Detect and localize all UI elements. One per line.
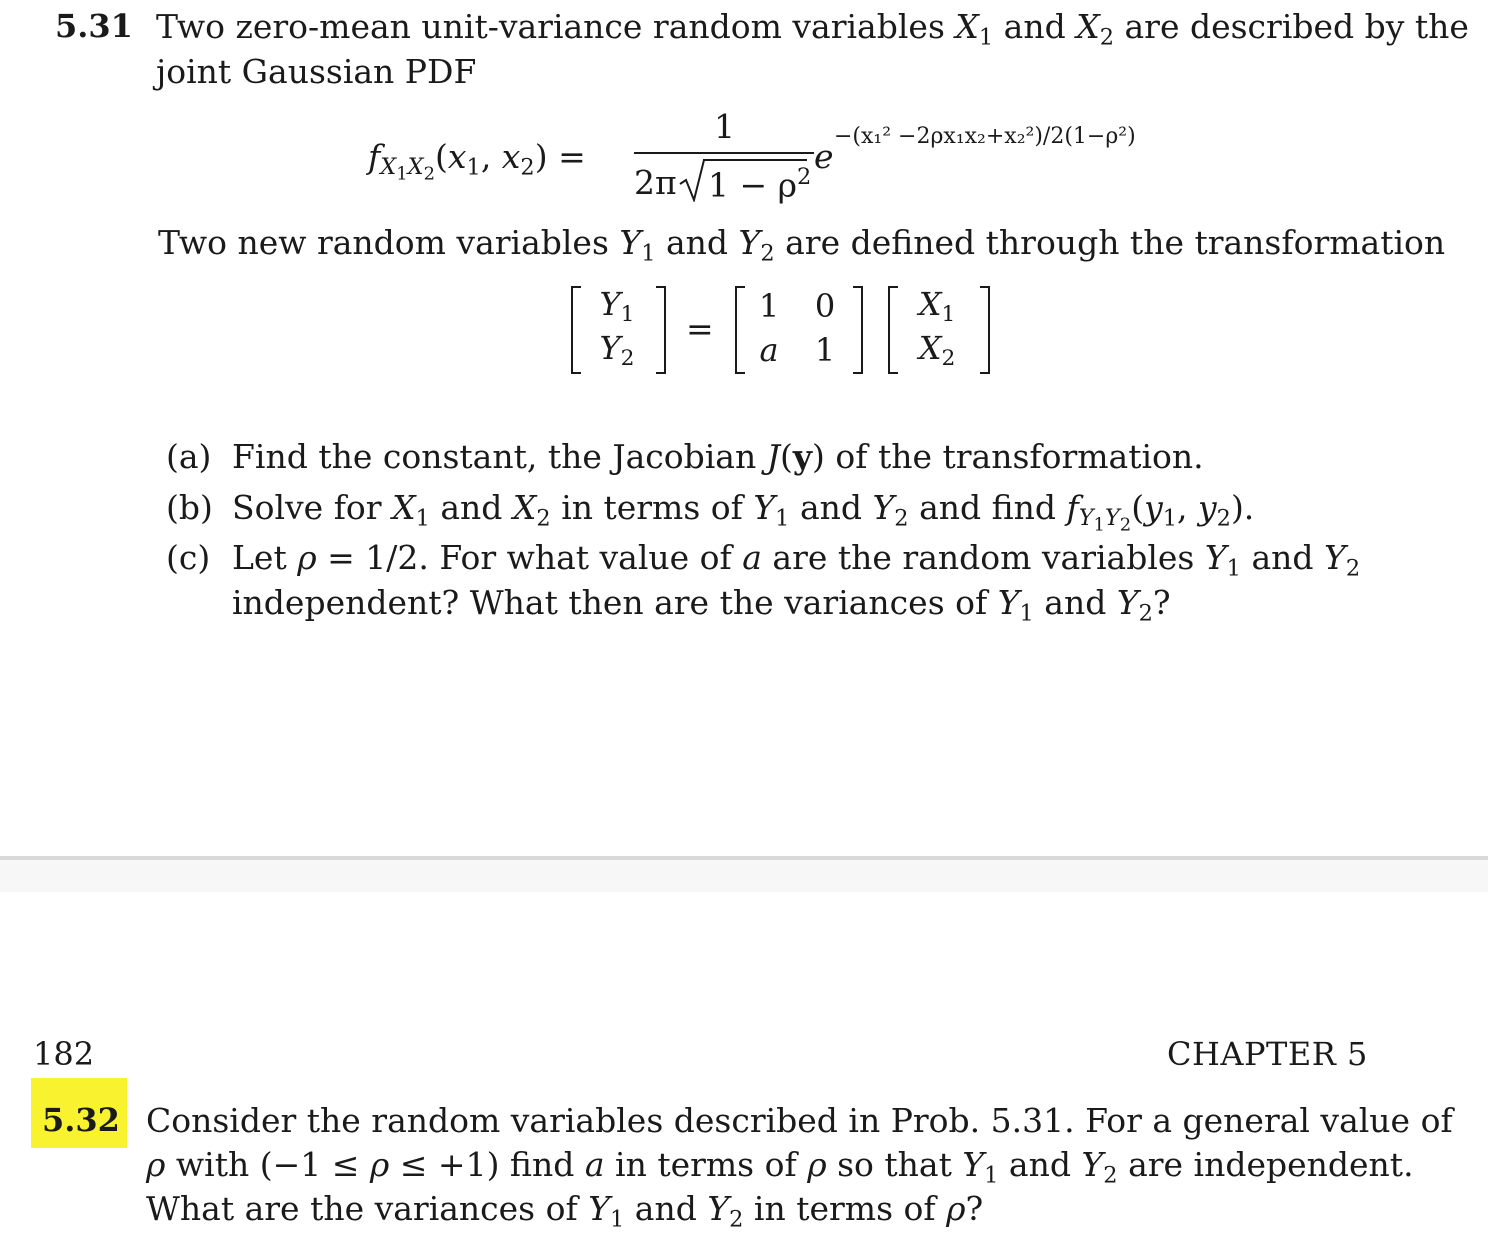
y-vector-y2: $Y_2$: [599, 329, 635, 372]
problem-532-line1: Consider the random variables described in Prob. 5.31. For a general value of: [146, 1101, 1453, 1140]
part-a-text: Find the constant, the Jacobian J(y) of the transformation.: [232, 437, 1204, 476]
a-matrix-right-bracket: [853, 286, 863, 374]
pdf-exp-base: e: [814, 137, 834, 176]
page-gap: [0, 860, 1488, 893]
pdf-radicand: $1 - \rho^2$: [708, 164, 812, 205]
matrix-cell-12: 0: [814, 287, 836, 325]
chapter-label: CHAPTER 5: [1167, 1035, 1368, 1073]
part-c-line1: Let ρ = 1/2. For what value of a are the random variables $Y_1$ and $Y_2$: [232, 538, 1361, 582]
problem-532-line2: ρ with (−1 ≤ ρ ≤ +1) find a in terms of ρ so that $Y_1$ and $Y_2$ are independent.: [146, 1145, 1414, 1189]
problem-number-532: 5.32: [42, 1101, 120, 1139]
x-vector-left-bracket: [888, 286, 898, 374]
part-c-label: (c): [166, 538, 211, 577]
x-vector-right-bracket: [980, 286, 990, 374]
part-a-label: (a): [166, 437, 212, 476]
pdf-numerator: 1: [714, 107, 735, 146]
problem-532-line3: What are the variances of $Y_1$ and $Y_2$ in terms of ρ?: [146, 1189, 984, 1233]
x-vector-x1: $X_1$: [918, 285, 956, 328]
problem-intro-line2: joint Gaussian PDF: [156, 52, 477, 91]
pdf-lhs: $f_{X_1X_2}(x_1$, $x_2$) =: [368, 137, 586, 185]
fraction-bar: [634, 152, 814, 154]
x-vector-x2: $X_2$: [918, 329, 956, 372]
problem-intro-line1: Two zero-mean unit-variance random variables $X_1$ and $X_2$ are described by the: [156, 7, 1469, 51]
pdf-denominator-prefix: 2π: [634, 163, 677, 202]
sqrt-sign-icon: [678, 158, 706, 202]
y-vector-right-bracket: [656, 286, 666, 374]
sqrt-bar: [703, 159, 807, 161]
part-b-label: (b): [166, 488, 213, 527]
pdf-exponent: −(x₁² −2ρx₁x₂+x₂²)/2(1−ρ²): [834, 124, 1136, 149]
part-c-line2: independent? What then are the variances of $Y_1$ and $Y_2$?: [232, 583, 1171, 627]
page-number: 182: [33, 1035, 95, 1073]
matrix-equals: =: [686, 309, 714, 348]
problem-number-531: 5.31: [55, 7, 133, 45]
matrix-cell-21: a: [759, 331, 779, 369]
y-vector-left-bracket: [571, 286, 581, 374]
matrix-cell-22: 1: [814, 331, 836, 369]
matrix-cell-11: 1: [758, 287, 780, 325]
y-vector-y1: $Y_1$: [599, 285, 635, 328]
transform-sentence: Two new random variables $Y_1$ and $Y_2$ are defined through the transformation: [158, 223, 1446, 267]
part-b-text: Solve for $X_1$ and $X_2$ in terms of $Y_1$ and $Y_2$ and find $f_{Y_1Y_2}(y_1$, $y_2$).: [232, 488, 1255, 536]
